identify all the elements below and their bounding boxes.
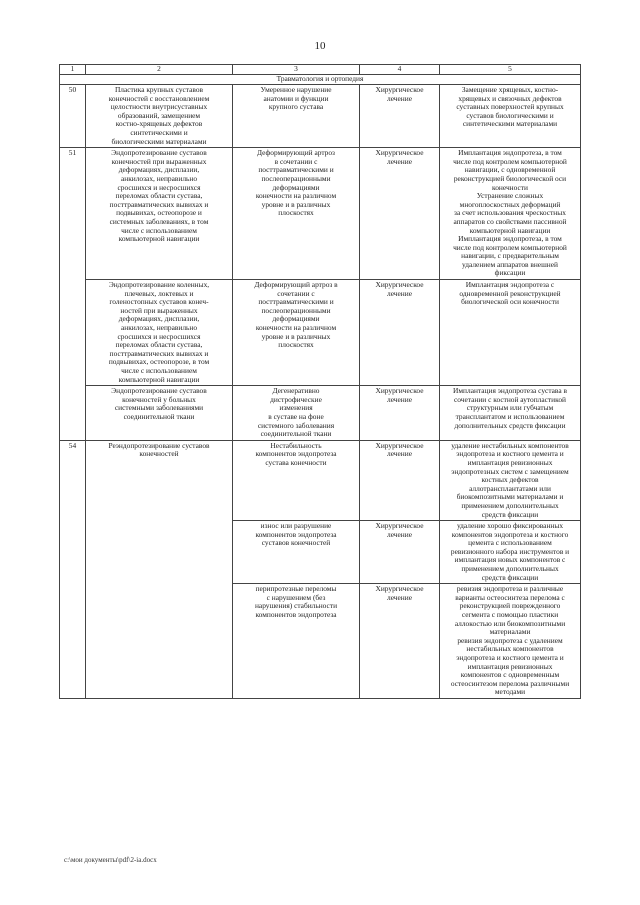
cell-line: дополнительных средств фиксации (454, 420, 566, 430)
cell-line: биологическими материалами (111, 136, 207, 146)
cell-line: дистрофические (270, 394, 322, 404)
cell-line: лечение (387, 156, 412, 166)
cell-line: структурным или губчатым (466, 403, 554, 413)
diagnosis-cell (233, 584, 360, 699)
row-number: 50 (60, 85, 86, 148)
cell-line: в суставе на фоне (268, 411, 324, 421)
cell-line: сустава конечности (265, 457, 327, 467)
cell-line: конечности (492, 182, 528, 192)
method-cell (440, 85, 581, 148)
cell-line: одновременной реконструкцией (459, 288, 561, 298)
procedure-cell (86, 386, 233, 441)
cell-line: уровне и в различных (261, 199, 331, 209)
cell-line: Деформирующий артроз в (254, 280, 338, 290)
procedure-cell (86, 440, 233, 698)
cell-line: деформациях, дисплазии, (118, 165, 200, 175)
cell-line: ревизионного набора инструментов и (450, 546, 570, 556)
cell-line: аллокостью или биокомпозитными (454, 618, 566, 628)
cell-line: Умеренное нарушение (260, 85, 332, 94)
diagnosis-cell (233, 386, 360, 441)
cell-line: аллотрансплантатами или (469, 483, 551, 493)
cell-line: в сочетании с (274, 156, 318, 166)
header-cell: 1 (60, 65, 86, 75)
cell-line: Хирургическое (375, 85, 424, 94)
cell-line: синтетическими и (130, 127, 188, 137)
row-number: 51 (60, 148, 86, 441)
cell-line: посттравматических вывихах и (109, 199, 209, 209)
cell-line: перипротезные переломы (255, 584, 337, 594)
cell-line: Эндопротезирование суставов (111, 386, 207, 396)
cell-line: уровне и в различных (261, 331, 331, 341)
cell-line: соединительной ткани (123, 411, 195, 421)
cell-line: средств фиксации (481, 572, 539, 582)
cell-line: Замещение хрящевых, костно- (461, 85, 559, 94)
procedure-cell (86, 280, 233, 386)
method-cell (440, 440, 581, 520)
cell-line: биокомпозитными материалами и (456, 492, 564, 502)
cell-line: подвывихах, остеопорозе, в том (108, 357, 210, 367)
page-number: 10 (314, 40, 326, 52)
cell-line: эндопротеза и костного цемента и (456, 449, 564, 459)
cell-line: компонентов эндопротеза (255, 449, 337, 459)
cell-line: Нестабильность (270, 440, 322, 450)
table-row (60, 148, 581, 280)
cell-line: многоплоскостных деформаций (459, 199, 561, 209)
cell-line: плоскостях (278, 208, 314, 218)
cell-line: фиксации (494, 268, 526, 278)
treatment-type-cell (360, 440, 440, 520)
cell-line: соединительной ткани (260, 429, 332, 439)
cell-line: числе с использованием (121, 366, 197, 375)
table-row (60, 386, 581, 441)
cell-line: ностей при выраженных (120, 305, 198, 315)
method-cell (440, 521, 581, 584)
cell-line: Эндопротезирование коленных, (108, 280, 210, 290)
cell-line: применением дополнительных (461, 500, 559, 510)
cell-line: Дегенеративно (272, 386, 320, 396)
cell-line: навигации, с предварительным (461, 251, 559, 261)
cell-line: голеностопных суставов конеч- (109, 297, 209, 307)
cell-line: трансплантатом и использованием (455, 411, 565, 421)
cell-line: удаление нестабильных компонентов (451, 440, 569, 450)
cell-line: Имплантация эндопротеза с (465, 280, 555, 290)
cell-line: числе под контролем компьютерной (453, 242, 567, 252)
cell-line: системных заболеваниях, в том (109, 216, 209, 226)
cell-line: имплантация ревизионных (467, 661, 553, 671)
treatment-type-cell (360, 85, 440, 148)
cell-line: посттравматическими и (258, 165, 334, 175)
cell-line: Хирургическое (375, 584, 424, 594)
diagnosis-cell (233, 148, 360, 280)
cell-line: удалением аппаратов внешней (462, 259, 558, 269)
cell-line: Пластика крупных суставов (114, 85, 204, 94)
cell-line: сочетании с (277, 288, 315, 298)
cell-line: лечение (387, 93, 412, 103)
cell-line: компьютерной навигации (469, 225, 551, 235)
procedures-table (59, 64, 581, 699)
cell-line: компонентов с одновременным (460, 670, 560, 680)
treatment-type-cell (360, 280, 440, 386)
cell-line: методами (494, 687, 526, 697)
cell-line: применением дополнительных (461, 564, 559, 574)
cell-line: компонентов эндопротеза и костного (451, 529, 569, 539)
cell-line: подвывихах, остеопорозе и (116, 208, 202, 218)
cell-line: компонентов эндопротеза (255, 529, 337, 539)
cell-line: лечение (387, 394, 412, 404)
cell-line: анкилозах, неправильно (120, 323, 198, 333)
cell-line: анатомии и функции (263, 93, 329, 103)
cell-line: ревизия эндопротеза с удалением (457, 635, 563, 645)
method-cell (440, 148, 581, 280)
cell-line: реконструкцией биологической оси (453, 173, 567, 183)
cell-line: Хирургическое (375, 521, 424, 531)
treatment-type-cell (360, 148, 440, 280)
cell-line: нестабильных компонентов (466, 644, 554, 654)
table-row (60, 85, 581, 148)
section-title: Травматология и ортопедия (60, 75, 581, 85)
cell-line: числе под контролем компьютерной (453, 156, 567, 166)
cell-line: компьютерной навигации (118, 234, 200, 244)
file-path-footer: c:\мои документы\pdf\2-ia.docx (64, 856, 157, 864)
cell-line: посттравматическими и (258, 297, 334, 307)
cell-line: материалами (489, 627, 531, 637)
cell-line: Хирургическое (375, 148, 424, 158)
cell-line: образований, замещением (117, 110, 201, 120)
cell-line: ревизия эндопротеза и различные (456, 584, 564, 594)
cell-line: Имплантация эндопротеза, в том (458, 148, 562, 158)
cell-line: компьютерной навигации (118, 374, 200, 384)
cell-line: компонентов эндопротеза (255, 610, 337, 620)
cell-line: Реэндопротезирование суставов (108, 440, 210, 450)
cell-line: переломах области сустава, (115, 340, 203, 350)
cell-line: переломах области сустава, (115, 191, 203, 201)
cell-line: костно-хрящевых дефектов (115, 119, 203, 129)
method-cell (440, 584, 581, 699)
cell-line: Деформирующий артроз (257, 148, 335, 158)
cell-line: удаление хорошо фиксированных (456, 521, 564, 531)
cell-line: числе с использованием (121, 225, 197, 235)
cell-line: деформациями (272, 314, 320, 324)
treatment-type-cell (360, 584, 440, 699)
method-cell (440, 386, 581, 441)
cell-line: конечностей у больных (122, 394, 196, 404)
cell-line: средств фиксации (481, 509, 539, 519)
table-header-row (60, 65, 581, 75)
diagnosis-cell (233, 440, 360, 520)
row-number: 54 (60, 440, 86, 698)
cell-line: биологической оси конечности (461, 297, 559, 307)
cell-line: целостности внутрисуставных (110, 102, 208, 112)
cell-line: суставов биологическими и (466, 110, 554, 120)
cell-line: конечностей (139, 449, 179, 459)
cell-line: анкилозах, неправильно (120, 173, 198, 183)
cell-line: деформациями (272, 182, 320, 192)
cell-line: эндопротеза и костного цемента и (456, 653, 564, 662)
cell-line: послеоперационными (261, 305, 331, 315)
cell-line: Хирургическое (375, 386, 424, 396)
treatment-type-cell (360, 386, 440, 441)
cell-line: лечение (387, 592, 412, 602)
cell-line: с нарушением (без (266, 592, 326, 602)
cell-line: конечностей с восстановлением (108, 93, 210, 103)
cell-line: имплантация ревизионных (467, 457, 553, 467)
cell-line: суставных поверхностей крупных (456, 102, 564, 112)
cell-line: нарушения) стабильности (254, 601, 338, 611)
diagnosis-cell (233, 521, 360, 584)
cell-line: сегмента с помощью пластики (461, 610, 559, 620)
cell-line: хрящевых и связочных дефектов (458, 93, 562, 103)
cell-line: сросшихся и несросшихся (117, 331, 201, 341)
cell-line: Устранение сложных (476, 191, 544, 201)
method-cell (440, 280, 581, 386)
cell-line: аппаратов со свойствами пассивной (453, 216, 567, 226)
section-row (60, 75, 581, 85)
diagnosis-cell (233, 280, 360, 386)
cell-line: деформациях, дисплазии, (118, 314, 200, 324)
cell-line: имплантация новых компонентов с (454, 555, 566, 565)
cell-line: костных дефектов (481, 475, 539, 485)
cell-line: Имплантация эндопротеза, в том (458, 234, 562, 244)
cell-line: варианты остеосинтеза перелома с (455, 592, 565, 602)
cell-line: системными заболеваниями (114, 403, 204, 413)
cell-line: Хирургическое (375, 440, 424, 450)
cell-line: эндопротезных систем с замещением (451, 466, 569, 476)
cell-line: сросшихся и несросшихся (117, 182, 201, 192)
diagnosis-cell (233, 85, 360, 148)
cell-line: лечение (387, 449, 412, 459)
cell-line: износ или разрушение (260, 521, 332, 531)
procedure-cell (86, 148, 233, 280)
cell-line: сочетании с костной аутопластикой (454, 394, 566, 404)
cell-line: плечевых, локтевых и (124, 288, 194, 298)
table-row (60, 280, 581, 386)
cell-line: Имплантация эндопротеза сустава в (453, 386, 567, 396)
header-cell: 5 (440, 65, 581, 75)
cell-line: за счет использования чрескостных (454, 208, 566, 218)
cell-line: послеоперационными (261, 173, 331, 183)
cell-line: изменения (279, 403, 313, 413)
cell-line: конечностей при выраженных (111, 156, 207, 166)
header-cell: 4 (360, 65, 440, 75)
cell-line: реконструкцией поврежденного (459, 601, 561, 611)
cell-line: конечности на различном (255, 323, 337, 333)
cell-line: суставов конечностей (261, 538, 331, 548)
table-row (60, 440, 581, 520)
cell-line: цемента с использованием (468, 538, 552, 548)
cell-line: крупного сустава (268, 102, 324, 112)
cell-line: синтетическими материалами (462, 119, 558, 129)
cell-line: системного заболевания (257, 420, 335, 430)
cell-line: конечности на различном (255, 191, 337, 201)
cell-line: лечение (387, 288, 412, 298)
cell-line: посттравматических вывихах и (109, 348, 209, 358)
cell-line: лечение (387, 529, 412, 539)
cell-line: Хирургическое (375, 280, 424, 290)
header-cell: 2 (86, 65, 233, 75)
cell-line: плоскостях (278, 340, 314, 350)
procedure-cell (86, 85, 233, 148)
header-cell: 3 (233, 65, 360, 75)
cell-line: остеосинтезом перелома различными (450, 678, 570, 688)
cell-line: Эндопротезирование суставов (111, 148, 207, 158)
treatment-type-cell (360, 521, 440, 584)
cell-line: навигации, с одновременной (464, 165, 556, 175)
